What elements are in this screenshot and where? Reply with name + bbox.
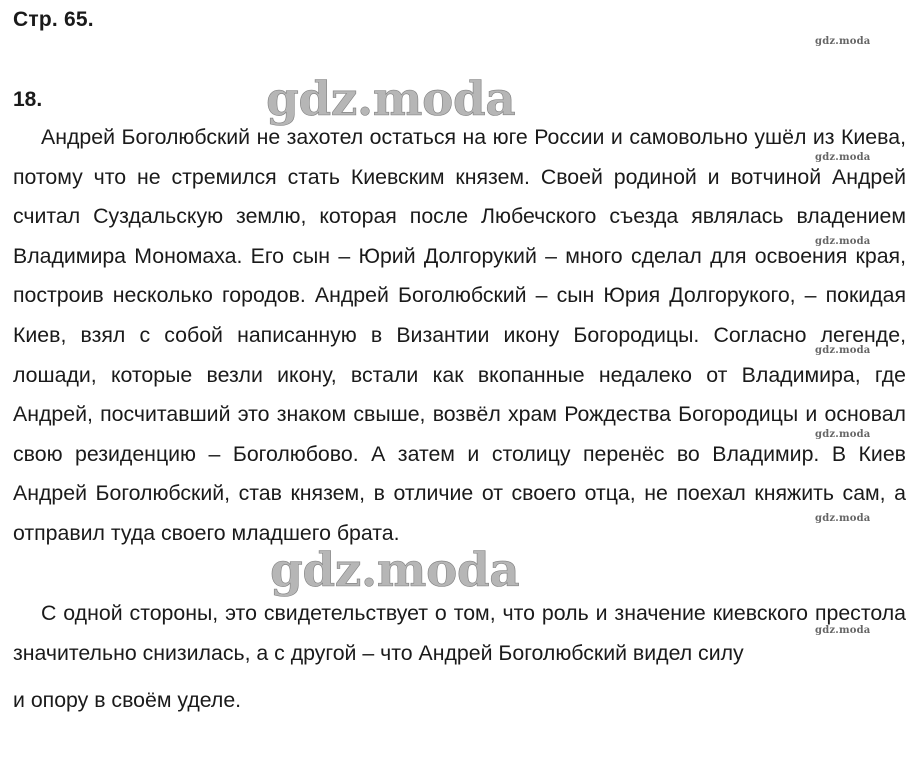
watermark-small: gdz.moda bbox=[815, 152, 871, 163]
watermark-large: gdz.moda bbox=[270, 543, 520, 598]
paragraph-2 bbox=[13, 594, 906, 721]
watermark-small: gdz.moda bbox=[815, 345, 871, 356]
watermark-small: gdz.moda bbox=[815, 429, 871, 440]
watermark-large: gdz.moda bbox=[266, 72, 516, 127]
task-number: 18. bbox=[13, 88, 43, 111]
watermark-small: gdz.moda bbox=[815, 36, 871, 47]
paragraph-1-text: Андрей Боголюбский не захотел остаться на юге России и самовольно ушёл из Киева, потому что не стремился стать Киевским князем. Своей родиной и вотчиной Андрей считал Суздальскую землю, которая после Любечского съезда являлась владением Владимира Мономаха. Его сын – Юрий Долгорукий – много сделал для освоения края, построив несколько городов. Андрей Боголюбский – сын Юрия Долгорукого, – покидая Киев, взял с собой написанную в Византии икону Богородицы. Согласно легенде, лошади, которые везли икону, встали как вкопанные недалеко от Владимира, где Андрей, посчитавший это знаком свыше, возвёл храм Рождества Богородицы и основал свою резиденцию – Боголюбово. А затем и столицу перенёс во Владимир. В Киев Андрей Боголюбский, став князем, в отличие от своего отца, не поехал княжить сам, а отправил туда своего младшего брата. bbox=[13, 125, 906, 545]
paragraph-2-text: С одной стороны, это свидетельствует о том, что роль и значение киевского престола значительно снизилась, а с другой – что Андрей Боголюбский видел силу bbox=[13, 601, 906, 665]
watermark-small: gdz.moda bbox=[815, 513, 871, 524]
paragraph-1 bbox=[13, 118, 906, 554]
watermark-small: gdz.moda bbox=[815, 236, 871, 247]
page-heading: Стр. 65. bbox=[13, 8, 94, 31]
watermark-small: gdz.moda bbox=[815, 625, 871, 636]
paragraph-2-last-line: и опору в своём уделе. bbox=[13, 688, 242, 713]
